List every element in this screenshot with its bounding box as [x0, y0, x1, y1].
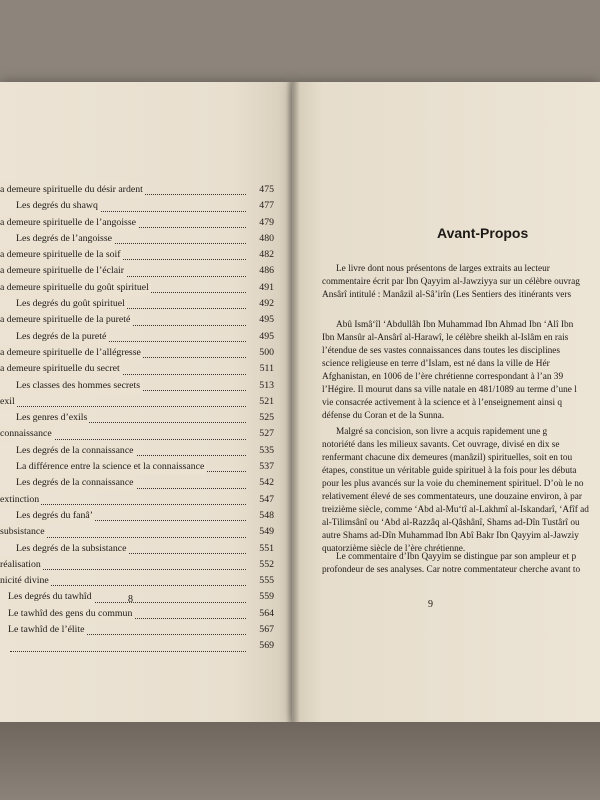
paragraph-line: étapes, constitue un véritable guide spirituel à la fois pour les débuta — [322, 466, 577, 476]
toc-entry-page: 525 — [259, 412, 274, 424]
paragraph-line: renfermant chacune dix demeures (manâzil) spirituelles, soit en tou — [322, 453, 573, 463]
toc-entry-title: Les degrés du shawq — [16, 198, 100, 214]
paragraph-line: profondeur de ses analyses. Car notre commentateur cherche avant to — [322, 565, 581, 575]
paragraph-line: relativement élevé de ses commentateurs, une douzaine environ, à par — [322, 492, 582, 502]
toc-entry — [0, 410, 282, 426]
toc-entry-title: a demeure spirituelle de l’allégresse — [0, 345, 143, 361]
table-of-contents — [0, 182, 282, 655]
toc-entry-page: 491 — [259, 281, 274, 293]
toc-entry-title: a demeure spirituelle du désir ardent — [0, 182, 145, 198]
paragraph-line: Ansârî intitulé : Manâzil al-Sâ’irîn (Les Sentiers des itinérants vers — [322, 290, 572, 300]
paragraph-line: pour les plus avancés sur la voie du cheminement spirituel. D’où le no — [322, 479, 584, 489]
toc-entry — [0, 492, 282, 508]
toc-entry-title: a demeure spirituelle du secret — [0, 361, 122, 377]
toc-entry-page: 552 — [259, 558, 274, 570]
toc-entry — [0, 557, 282, 573]
paragraph-line: commentaire écrit par Ibn Qayyim al-Jawziyya sur un célèbre ouvrag — [322, 277, 580, 287]
toc-entry-title: a demeure spirituelle du goût spirituel — [0, 280, 151, 296]
toc-entry-page: 559 — [259, 591, 274, 603]
toc-entry-page: 482 — [259, 249, 274, 261]
toc-entry-title: Les degrés de la pureté — [16, 329, 108, 345]
toc-entry — [0, 247, 282, 263]
toc-entry-page: 527 — [259, 428, 274, 440]
toc-entry — [0, 589, 282, 605]
toc-entry-page: 548 — [259, 509, 274, 521]
toc-entry-title: a demeure spirituelle de la pureté — [0, 312, 132, 328]
toc-entry-page: 537 — [259, 461, 274, 473]
toc-entry-page: 486 — [259, 265, 274, 277]
paragraph-line: Abû Ismâ‘îl ‘Abdullâh Ibn Muhammad Ibn Ahmad Ibn ‘Alî Ibn — [336, 320, 574, 330]
toc-entry — [0, 361, 282, 377]
toc-entry — [0, 475, 282, 491]
toc-entry-title: réalisation — [0, 557, 43, 573]
toc-entry — [0, 198, 282, 214]
toc-entry — [0, 312, 282, 328]
paragraph-line: Le commentaire d’Ibn Qayyim se distingue par son ampleur et p — [336, 552, 577, 562]
toc-entry-page: 535 — [259, 444, 274, 456]
toc-entry-title: a demeure spirituelle de la soif — [0, 247, 123, 263]
toc-entry-title: subsistance — [0, 524, 47, 540]
toc-entry — [0, 378, 282, 394]
toc-entry-title: a demeure spirituelle de l’éclair — [0, 263, 126, 279]
toc-entry-page: 492 — [259, 298, 274, 310]
right-page-number: 9 — [428, 599, 433, 610]
paragraph — [322, 263, 600, 302]
toc-entry-page: 513 — [259, 379, 274, 391]
toc-entry-title: Le tawhîd des gens du commun — [8, 606, 134, 622]
paragraph-line: l’étendue de ses vastes connaissances dans toutes les disciplines — [322, 346, 561, 356]
toc-entry — [0, 622, 282, 638]
toc-entry-page: 495 — [259, 314, 274, 326]
left-page — [0, 82, 292, 722]
paragraph-line: Le livre dont nous présentons de larges extraits au lecteur — [336, 264, 550, 274]
paragraph — [322, 426, 600, 556]
toc-entry-title: Les classes des hommes secrets — [16, 378, 142, 394]
paragraph-line: autre Shams ad-Dîn Muhammad Ibn Abî Bakr Ibn Qayyim al-Jawziy — [322, 531, 579, 541]
paragraph-line: science religieuse en terre d’Islam, est né dans la ville de Hér — [322, 359, 550, 369]
paragraph-line: quatorzième siècle de l’ère chrétienne. — [322, 544, 466, 554]
toc-entry-page: 495 — [259, 330, 274, 342]
toc-entry-title: Les degrés du fanâ’ — [16, 508, 95, 524]
toc-entry-title: Les degrés du tawhîd — [8, 589, 94, 605]
toc-entry-title: Les degrés de l’angoisse — [16, 231, 114, 247]
toc-entry — [0, 443, 282, 459]
toc-entry-title: connaissance — [0, 426, 54, 442]
left-page-number: 8 — [128, 594, 133, 605]
paragraph-line: Malgré sa concision, son livre a acquis rapidement une g — [336, 427, 548, 437]
toc-entry-page: 551 — [259, 542, 274, 554]
toc-entry-page: 511 — [259, 363, 274, 375]
toc-entry-page: 475 — [259, 184, 274, 195]
toc-entry-page: 500 — [259, 346, 274, 358]
toc-entry-title: Les degrés de la subsistance — [16, 541, 128, 557]
toc-entry — [0, 459, 282, 475]
paragraph-line: vie consacrée activement à la science et à l’enseignement ainsi q — [322, 398, 563, 408]
book-gutter — [286, 82, 300, 722]
toc-leader-dots — [10, 569, 246, 570]
toc-entry — [0, 182, 282, 198]
toc-leader-dots — [10, 651, 246, 652]
paragraph-line: l’Hégire. Il mourut dans sa ville natale en 481/1089 au terme d’une l — [322, 385, 577, 395]
toc-entry-title: Le tawhîd de l’élite — [8, 622, 86, 638]
toc-entry — [0, 296, 282, 312]
paragraph-line: défense du Coran et de la Sunna. — [322, 411, 445, 421]
paragraph-line: Afghanistan, en 1006 de l’ère chrétienne correspondant à l’an 39 — [322, 372, 564, 382]
toc-entry-page: 555 — [259, 575, 274, 587]
toc-entry — [0, 263, 282, 279]
toc-entry — [0, 426, 282, 442]
toc-entry-title: nicité divine — [0, 573, 51, 589]
paragraph-line: notoriété dans les milieux savants. Cet ouvrage, divisé en dix se — [322, 440, 560, 450]
toc-entry — [0, 345, 282, 361]
toc-entry-page: 542 — [259, 477, 274, 489]
toc-entry-title: Les degrés de la connaissance — [16, 475, 136, 491]
toc-entry — [0, 638, 282, 654]
toc-entry-page: 477 — [259, 200, 274, 212]
toc-entry-page: 567 — [259, 624, 274, 636]
paragraph-line: al-Tilimsânî ou ‘Abd al-Razzâq al-Qâshânî, Shams ad-Dîn Tustârî ou — [322, 518, 580, 528]
toc-entry-page: 521 — [259, 395, 274, 407]
chapter-heading: Avant-Propos — [437, 225, 529, 241]
toc-entry — [0, 394, 282, 410]
toc-entry — [0, 231, 282, 247]
paragraph — [322, 319, 600, 423]
toc-entry-page: 479 — [259, 216, 274, 228]
toc-entry-title: Les genres d’exils — [16, 410, 89, 426]
toc-entry — [0, 280, 282, 296]
paragraph-line: Ibn Mansûr al-Ansârî al-Harawî, le célèbre sheikh al-Islâm en rais — [322, 333, 569, 343]
toc-entry-title: Les degrés de la connaissance — [16, 443, 136, 459]
toc-entry-page: 549 — [259, 526, 274, 538]
toc-entry — [0, 606, 282, 622]
toc-entry — [0, 329, 282, 345]
toc-entry-title: exil — [0, 394, 17, 410]
toc-leader-dots — [10, 406, 246, 407]
toc-entry — [0, 573, 282, 589]
toc-entry-page: 564 — [259, 607, 274, 619]
toc-entry-page: 480 — [259, 232, 274, 244]
toc-entry-title: extinction — [0, 492, 41, 508]
toc-entry — [0, 508, 282, 524]
toc-leader-dots — [10, 504, 246, 505]
toc-entry-page: 569 — [259, 640, 274, 652]
toc-entry-title: La différence entre la science et la connaissance — [16, 459, 206, 475]
paragraph — [322, 551, 600, 577]
toc-entry-title: Les degrés du goût spirituel — [16, 296, 127, 312]
toc-entry — [0, 215, 282, 231]
paragraph-line: treizième siècle, comme ‘Abd al-Mu‘tî al-Lakhmî al-Iskandarî, ‘Afîf ad — [322, 505, 589, 515]
toc-entry — [0, 524, 282, 540]
toc-entry — [0, 541, 282, 557]
toc-entry-title: a demeure spirituelle de l’angoisse — [0, 215, 138, 231]
table-shadow — [0, 722, 600, 800]
toc-entry-page: 547 — [259, 493, 274, 505]
